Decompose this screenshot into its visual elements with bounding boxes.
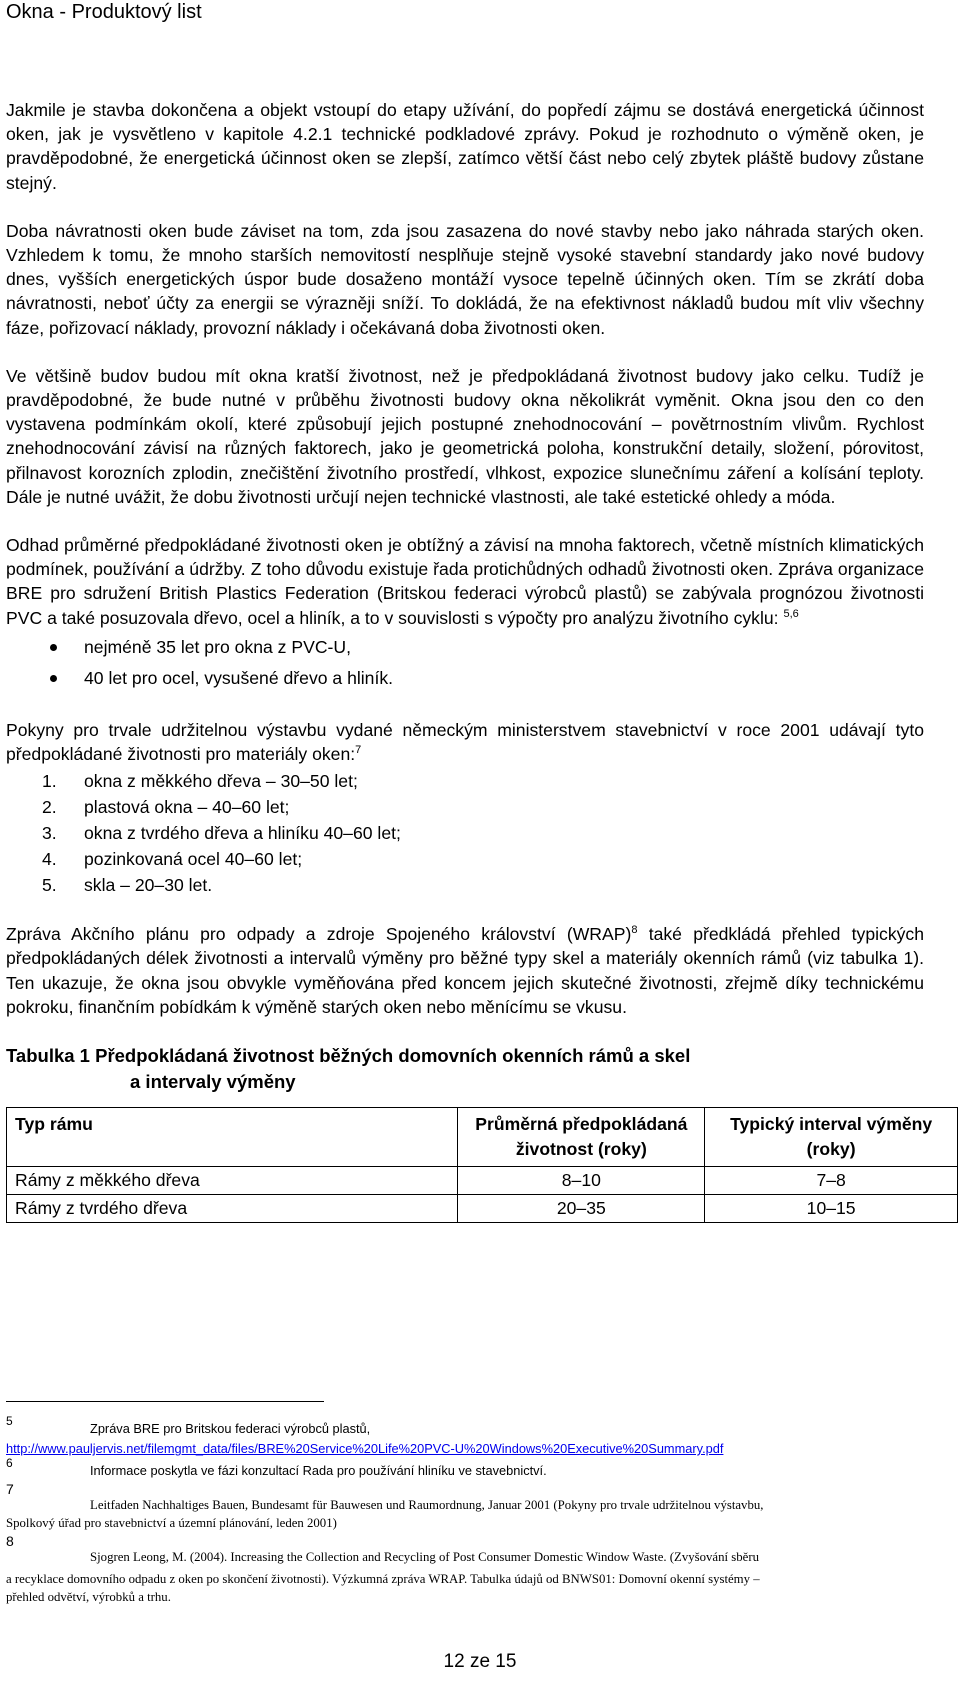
footnote-5 <box>6 1414 946 1436</box>
numbered-item <box>6 846 924 872</box>
bullet-item <box>6 663 924 694</box>
item-number: 3. <box>42 823 57 844</box>
bullet-item <box>6 632 924 663</box>
table-cell: 8–10 <box>458 1167 705 1195</box>
table-cell: Rámy z měkkého dřeva <box>7 1167 458 1195</box>
footnote-7-continuation: Spolkový úřad pro stavebnictví a územní plánování, leden 2001) <box>6 1516 337 1530</box>
footnote-mark: 7 <box>6 1481 14 1497</box>
footnote-text: Informace poskytla ve fázi konzultací Rada pro používání hliníku ve stavebnictví. <box>90 1463 547 1478</box>
item-text: okna z tvrdého dřeva a hliníku 40–60 let; <box>84 823 401 844</box>
bullet-dot-icon <box>50 644 57 651</box>
footnote-mark: 6 <box>6 1456 13 1470</box>
footnote-ref-7: 7 <box>355 744 362 757</box>
footnote-6 <box>6 1458 946 1476</box>
footnote-8 <box>6 1534 946 1566</box>
table-row <box>7 1195 958 1223</box>
bullet-dot-icon <box>50 675 57 682</box>
numbered-item <box>6 820 924 846</box>
footnote-ref-5-6: 5,6 <box>783 607 799 620</box>
item-text: skla – 20–30 let. <box>84 875 213 896</box>
table-cell: Rámy z tvrdého dřeva <box>7 1195 458 1223</box>
item-text: plastová okna – 40–60 let; <box>84 797 290 818</box>
footnote-5-link[interactable]: http://www.pauljervis.net/filemgmt_data/files/BRE%20Service%20Life%20PVC-U%20Windows%20Executive%20Summary.pdf <box>6 1441 724 1456</box>
item-text: pozinkovaná ocel 40–60 let; <box>84 849 303 870</box>
numbered-item <box>6 794 924 820</box>
column-header-replacement-interval: Typický interval výměny (roky) <box>705 1108 958 1167</box>
table-caption-line-1: Tabulka 1 Předpokládaná životnost běžných domovních okenních rámů a skel <box>6 1045 691 1067</box>
bullet-text: nejméně 35 let pro okna z PVC-U, <box>84 636 351 657</box>
footnote-ref-8: 8 <box>631 924 638 937</box>
footnote-text: Sjogren Leong, M. (2004). Increasing the Collection and Recycling of Post Consumer Domestic Window Waste. (Zvyšování sběru <box>90 1550 759 1564</box>
lifetime-bullet-list <box>6 632 924 694</box>
column-header-frame-type: Typ rámu <box>7 1108 458 1167</box>
item-number: 5. <box>42 875 57 896</box>
table-cell: 10–15 <box>705 1195 958 1223</box>
paragraph-wrap-report <box>6 922 924 1019</box>
item-number: 4. <box>42 849 57 870</box>
paragraph-german-guidelines <box>6 718 924 766</box>
paragraph-german-guidelines-text: Pokyny pro trvale udržitelnou výstavbu vydané německým ministerstvem stavebnictví v roce 2001 udávají tyto předpokládané životnosti pro materiály oken: <box>6 719 924 765</box>
footnote-separator <box>6 1401 324 1402</box>
paragraph-lifetime-estimates-text: Odhad průměrné předpokládané životnosti oken je obtížný a závisí na mnoha faktorech, včetně místních klimatických podmínek, používání a údržby. Z toho důvodu existuje řada protichůdných odhadů životnosti oken. Zpráva organizace BRE pro sdružení British Plastics Federation (Britskou federaci výrobců plastů) se zabývala prognózou životnosti PVC a také posuzovala dřevo, ocel a hliník, a to v souvislosti s výpočty pro analýzu životního cyklu: <box>6 535 924 628</box>
page-number: 12 ze 15 <box>443 1651 517 1672</box>
footnote-8-continuation: a recyklace domovního odpadu z oken po skončení životnosti). Výzkumná zpráva WRAP. Tabulka údajů od BNWS01: Domovní okenní systémy – <box>6 1572 760 1586</box>
material-lifetime-list <box>6 768 924 898</box>
footnote-7 <box>6 1481 946 1514</box>
paragraph-window-lifetime: Ve většině budov budou mít okna kratší životnost, než je předpokládaná životnost budovy jako celku. Tudíž je pravděpodobné, že bude nutné v průběhu životnosti budovy okna několikrát vyměnit. Okna jsou den co den vystavena podmínkám okolí, které způsobují jejich postupné znehodnocování – povětrnostním vlivům. Rychlost znehodnocování závisí na různých faktorech, jako je geometrická poloha, konstrukční detaily, složení, pórovitost, přilnavost korozních zplodin, znečištění životního prostředí, vlhkost, expozice slunečnímu záření a kolísání teploty. Dále je nutné uvážit, že dobu životnosti určují nejen technické vlastnosti, ale také estetické ohledy a móda. <box>6 365 924 507</box>
item-text: okna z měkkého dřeva – 30–50 let; <box>84 771 358 792</box>
paragraph-energy-efficiency: Jakmile je stavba dokončena a objekt vstoupí do etapy užívání, do popředí zájmu se dostává energetická účinnost oken, jak je vysvětleno v kapitole 4.2.1 technické podkladové zprávy. Pokud je rozhodnuto o výměně oken, je pravděpodobné, že energetická účinnost oken se zlepší, zatímco větší část nebo celý zbytek pláště budovy zůstane stejný. <box>6 100 924 193</box>
table-row <box>7 1167 958 1195</box>
table-caption <box>6 1043 924 1095</box>
table-header-row <box>7 1108 958 1167</box>
item-number: 2. <box>42 797 57 818</box>
footnote-text: Zpráva BRE pro Britskou federaci výrobců plastů, <box>90 1421 371 1436</box>
item-number: 1. <box>42 771 57 792</box>
paragraph-wrap-report-text-a: Zpráva Akčního plánu pro odpady a zdroje Spojeného království (WRAP) <box>6 924 632 945</box>
footnotes <box>6 1414 946 1606</box>
document-body <box>6 98 933 1223</box>
numbered-item <box>6 872 924 898</box>
footnote-mark: 5 <box>6 1414 13 1428</box>
footnote-8-continuation: přehled odvětví, výrobků a trhu. <box>6 1590 171 1604</box>
paragraph-wrap-report-text-b: také předkládá přehled typických předpokládaných délek životnosti a intervalů výměny pro běžné typy skel a materiály okenních rámů (viz tabulka 1). Ten ukazuje, že okna jsou obvykle vyměňována před koncem jejich skutečné životnosti, zřejmě díky technickému pokroku, finančním pobídkám k výměně starých oken nebo měnícímu se vkusu. <box>6 924 924 1017</box>
table-cell: 7–8 <box>705 1167 958 1195</box>
column-header-average-lifetime: Průměrná předpokládaná životnost (roky) <box>458 1108 705 1167</box>
footnote-mark: 8 <box>6 1533 14 1549</box>
window-lifetime-table <box>6 1107 958 1223</box>
numbered-item <box>6 768 924 794</box>
page-header-title: Okna - Produktový list <box>6 1 202 23</box>
table-caption-line-2: a intervaly výměny <box>130 1071 296 1093</box>
paragraph-lifetime-estimates <box>6 533 924 630</box>
footnote-text: Leitfaden Nachhaltiges Bauen, Bundesamt für Bauwesen und Raumordnung, Januar 2001 (Pokyny pro trvale udržitelnou výstavbu, <box>90 1498 764 1512</box>
paragraph-payback-period: Doba návratnosti oken bude záviset na tom, zda jsou zasazena do nové stavby nebo jako náhrada starých oken. Vzhledem k tomu, že mnoho starších nemovitostí nesplňuje stejně vysoké stavební standardy jako nové budovy dnes, vyšších energetických úspor bude dosaženo montáží vysoce tepelně účinných oken. Tím se zkrátí doba návratnosti, neboť účty za energii se výrazněji sníží. To dokládá, že na efektivnost nákladů budou mít vliv všechny fáze, pořizovací náklady, provozní náklady i očekávaná doba životnosti oken. <box>6 220 924 338</box>
table-cell: 20–35 <box>458 1195 705 1223</box>
bullet-text: 40 let pro ocel, vysušené dřevo a hliník. <box>84 667 394 688</box>
